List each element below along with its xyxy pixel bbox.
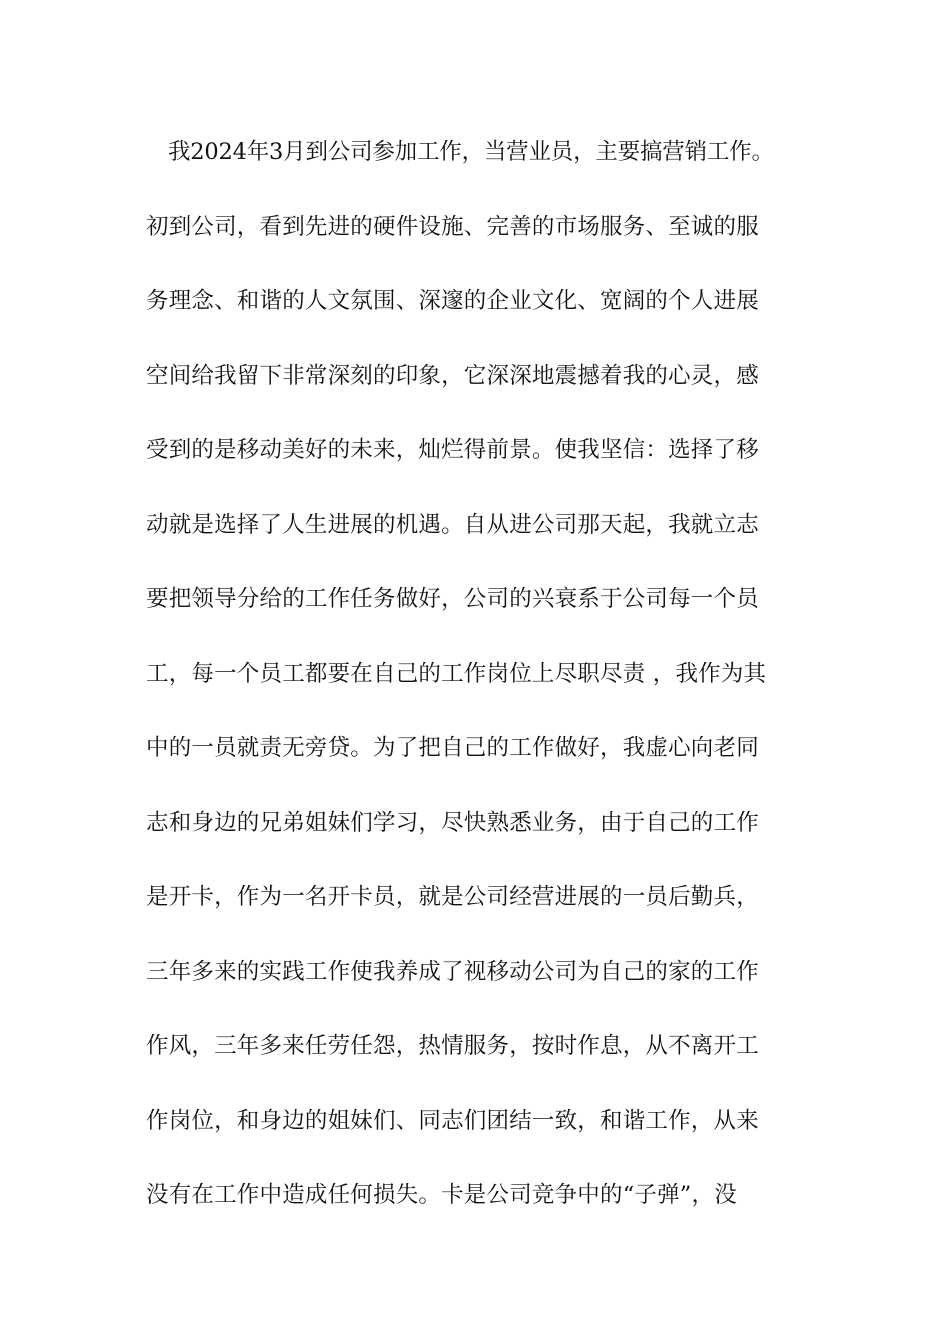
text-line-13: 作风，三年多来任劳任怨，热情服务，按时作息，从不离开工 (146, 1033, 759, 1059)
text-line-3: 务理念、和谐的人文氛围、深邃的企业文化、宽阔的个人进展 (146, 288, 759, 314)
text-line-15: 没有在工作中造成任何损失。卡是公司竞争中的“子弹”，没 (146, 1182, 737, 1208)
text-line-11: 是开卡，作为一名开卡员，就是公司经营进展的一员后勤兵， (146, 884, 759, 910)
text-line-7: 要把领导分给的工作任务做好，公司的兴衰系于公司每一个员 (146, 586, 759, 612)
text-line-5: 受到的是移动美好的未来，灿烂得前景。使我坚信：选择了移 (146, 437, 759, 463)
text-line-2: 初到公司，看到先进的硬件设施、完善的市场服务、至诚的服 (146, 213, 759, 240)
text-line-9: 中的一员就责无旁贷。为了把自己的工作做好，我虚心向老同 (146, 735, 759, 761)
text-line-10: 志和身边的兄弟姐妹们学习，尽快熟悉业务，由于自己的工作 (146, 809, 759, 836)
text-line-4: 空间给我留下非常深刻的印象，它深深地震撼着我的心灵，感 (146, 362, 759, 389)
text-line-6: 动就是选择了人生进展的机遇。自从进公司那天起，我就立志 (146, 511, 759, 538)
text-line-14: 作岗位，和身边的姐妹们、同志们团结一致，和谐工作，从来 (146, 1107, 759, 1134)
text-line-8: 工，每一个员工都要在自己的工作岗位上尽职尽责 ，我作为其 (146, 660, 767, 687)
document-body-text (146, 130, 806, 1248)
text-line-1: 我2024年3月到公司参加工作，当营业员，主要搞营销工作。 (168, 139, 774, 165)
text-line-12: 三年多来的实践工作使我养成了视移动公司为自己的家的工作 (146, 958, 759, 985)
